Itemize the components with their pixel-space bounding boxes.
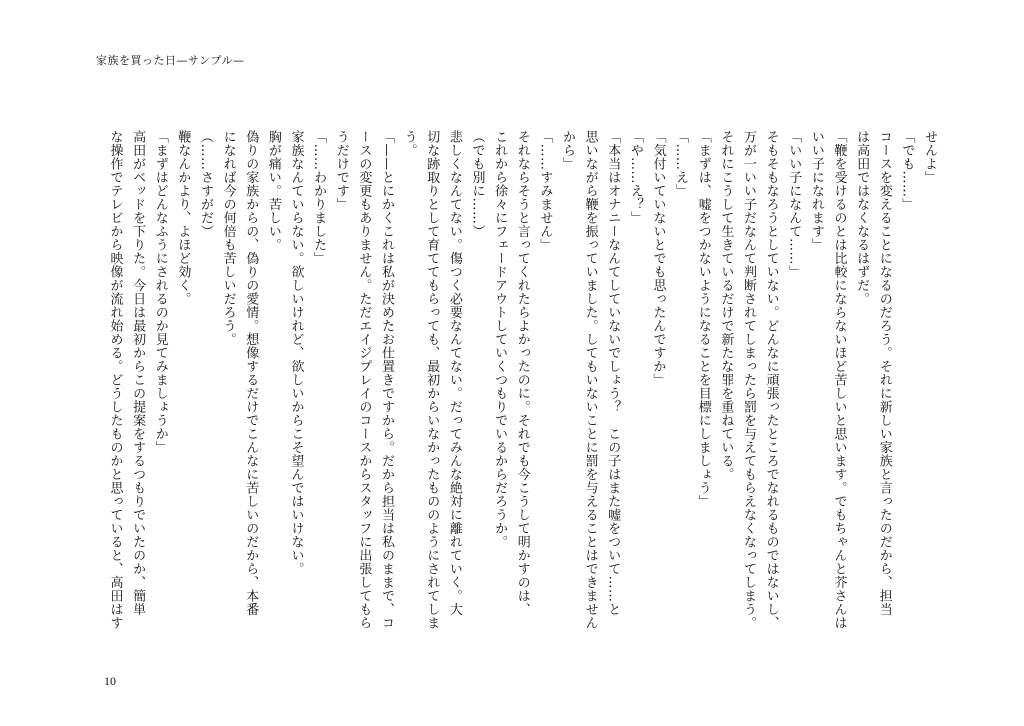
- text-column: 悲しくなんてない。傷つく必要なんてない。だってみんな絶対に離れていく。大: [446, 130, 462, 616]
- page-number: 10: [104, 674, 116, 688]
- text-column: いい子になれます」: [808, 130, 824, 252]
- text-column: 「でも……」: [899, 130, 915, 211]
- text-column: コースを変えることになるのだろう。それに新しい家族と言ったのだから、担当: [876, 130, 892, 616]
- text-column: 「……わかりました」: [311, 130, 327, 265]
- text-column: 「まずはどんなふうにされるのか見てみましょうか」: [152, 130, 168, 454]
- text-column: 偽りの家族からの、偽りの愛情。想像するだけでこんなに苦しいのだから、本番: [243, 130, 259, 616]
- text-column: そもそもなろうとしていない。どんなに頑張ったところでなれるものではないし、: [763, 130, 779, 630]
- text-column: それにこうして生きているだけで新たな罪を重ねている。: [718, 130, 734, 481]
- text-column: 「……え」: [673, 130, 689, 198]
- text-column: うだけです」: [333, 130, 349, 211]
- text-column: ースの変更もありません。ただエイジプレイのコースからスタッフに出張してもら: [356, 130, 372, 630]
- text-column: せんよ」: [922, 130, 937, 184]
- text-column: う。: [401, 130, 417, 157]
- text-column: 切な跡取りとして育ててもらっても、最初からいなかったもののようにされてしま: [424, 130, 440, 630]
- text-column: 思いながら鞭を振っていました。してもいないことに罰を与えることはできません: [582, 130, 598, 630]
- text-column: 「や……え？」: [627, 130, 643, 225]
- text-column: 鞭なんかより、よほど効く。: [175, 130, 191, 306]
- running-header: 家族を買った日—サンプル—: [96, 54, 245, 67]
- text-column: な操作でテレビから映像が流れ始める。どうしたものかと思っていると、高田はす: [107, 130, 123, 630]
- vertical-body-text: [107, 130, 937, 630]
- text-column: 家族なんていらない。欲しいけれど、欲しいからこそ望んではいけない。: [288, 130, 304, 576]
- text-column: は高田ではなくなるはずだ。: [854, 130, 870, 306]
- text-column: 万が一いい子だなんて判断されてしまったら罰を与えてもらえなくなってしまう。: [741, 130, 756, 630]
- text-column: 「気付いていないとでも思ったんですか」: [650, 130, 666, 387]
- text-column: になれば今の何倍も苦しいだろう。: [220, 130, 236, 346]
- text-column: から」: [560, 130, 575, 171]
- text-column: 「……すみません」: [537, 130, 553, 252]
- text-column: 「——とにかくこれは私が決めたお仕置きですから。だから担当は私のままで、コ: [379, 130, 394, 630]
- text-column: 「まずは、嘘をつかないようになることを目標にしましょう」: [695, 130, 711, 508]
- text-column: 高田がベッドを下りた。今日は最初からこの提案をするつもりでいたのか、簡単: [130, 130, 146, 616]
- text-column: （……さすがだ）: [198, 130, 213, 238]
- text-column: 「いい子になんて……」: [786, 130, 802, 279]
- text-column: これから徐々にフェードアウトしていくつもりでいるからだろうか。: [492, 130, 508, 549]
- text-column: 「鞭を受けるのとは比較にならないほど苦しいと思います。でもちゃんと芥さんは: [831, 130, 847, 630]
- text-column: （でも別に……）: [469, 130, 485, 238]
- text-column: 胸が痛い。苦しい。: [265, 130, 281, 252]
- text-column: それならそうと言ってくれたらよかったのに。それでも今こうして明かすのは、: [514, 130, 530, 616]
- text-column: 「本当はオナニーなんてしていないでしょう？ この子はまた嘘をついて……と: [605, 130, 621, 616]
